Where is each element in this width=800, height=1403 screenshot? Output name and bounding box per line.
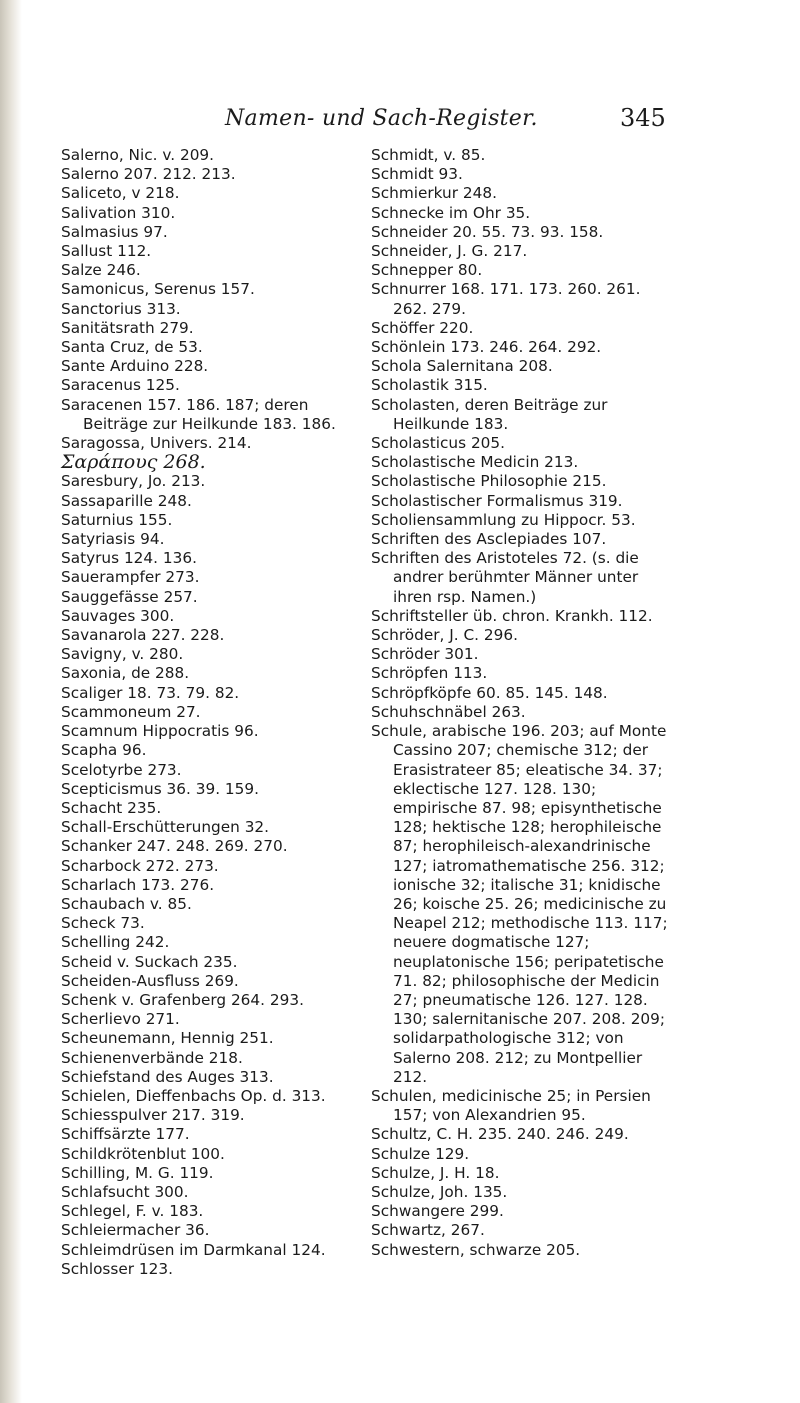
index-entry: Schall-Erschütterungen 32. [61,818,270,837]
index-column-left [61,146,357,1279]
index-entry: Scelotyrbe 273. [61,760,182,779]
index-entry: Σαράπους 268. [61,451,206,474]
index-entry: Saracenus 125. [61,376,180,395]
index-entry: Scheunemann, Hennig 251. [61,1029,274,1048]
index-entry: Sante Arduino 228. [61,357,209,376]
index-entry: Scholastik 315. [371,376,488,395]
index-entry: Sanctorius 313. [61,299,181,318]
index-entry: Schriften des Aristoteles 72. (s. die andrer berühmter Männer unter ihren rsp. Namen.) [371,549,639,606]
index-entry: Salerno 207. 212. 213. [61,165,236,184]
index-entry: Savanarola 227. 228. [61,626,225,645]
index-entry: Scapha 96. [61,741,147,760]
index-entry: Schielen, Dieffenbachs Op. d. 313. [61,1086,326,1105]
index-entry: Schmierkur 248. [371,184,497,203]
index-entry: Scholasticus 205. [371,434,506,453]
index-entry: Sauvages 300. [61,606,175,625]
index-entry: Schmidt, v. 85. [371,146,486,164]
index-entry: Saresbury, Jo. 213. [61,472,206,491]
index-entry: Scharbock 272. 273. [61,856,219,875]
index-entry: Saturnius 155. [61,510,173,529]
index-entry: Schlosser 123. [61,1259,173,1278]
index-entry: Schwartz, 267. [371,1221,485,1240]
index-entry: Schriften des Asclepiades 107. [371,530,607,549]
index-entry: Schenk v. Grafenberg 264. 293. [61,990,304,1009]
index-entry: Schacht 235. [61,798,162,817]
index-entry: Schiesspulver 217. 319. [61,1106,245,1125]
index-entry: Scheck 73. [61,914,145,933]
index-entry: Saliceto, v 218. [61,184,180,203]
index-entry: Schlegel, F. v. 183. [61,1202,204,1221]
page-header [0,104,800,136]
index-entry: Schilling, M. G. 119. [61,1163,214,1182]
index-entry: Schröpfen 113. [371,664,488,683]
index-entry: Schröder, J. C. 296. [371,626,518,645]
index-entry: Sauerampfer 273. [61,568,200,587]
index-entry: Sallust 112. [61,242,152,261]
index-entry: Schnepper 80. [371,261,483,280]
index-entry: Scholastische Medicin 213. [371,453,579,472]
index-entry: Scaliger 18. 73. 79. 82. [61,683,240,702]
index-entry: Schneider, J. G. 217. [371,242,528,261]
index-entry: Savigny, v. 280. [61,645,184,664]
index-entry: Schriftsteller üb. chron. Krankh. 112. [371,606,653,625]
index-column-right [371,146,671,1260]
index-entry: Sanitätsrath 279. [61,318,194,337]
index-entry: Satyriasis 94. [61,530,165,549]
index-entry: Schienenverbände 218. [61,1048,243,1067]
index-entry: Schönlein 173. 246. 264. 292. [371,338,602,357]
index-entry: Scherlievo 271. [61,1010,180,1029]
index-entry: Salmasius 97. [61,222,168,241]
index-entry: Schröder 301. [371,645,479,664]
index-entry: Scepticismus 36. 39. 159. [61,779,259,798]
binding-edge [0,0,22,1403]
index-entry: Scholiensammlung zu Hippocr. 53. [371,510,636,529]
index-entry: Saracenen 157. 186. 187; deren Beiträge zur Heilkunde 183. 186. [61,395,336,433]
index-entry: Scharlach 173. 276. [61,875,215,894]
page-number: 345 [620,104,666,132]
index-entry: Schöffer 220. [371,318,474,337]
index-entry: Schwestern, schwarze 205. [371,1240,581,1259]
index-entry: Scheiden-Ausfluss 269. [61,971,239,990]
index-entry: Schuhschnäbel 263. [371,702,526,721]
index-entry: Schulze, J. H. 18. [371,1163,500,1182]
index-entry: Samonicus, Serenus 157. [61,280,255,299]
index-entry: Scamnum Hippocratis 96. [61,722,259,741]
index-entry: Schulze 129. [371,1144,470,1163]
index-entry: Sauggefässe 257. [61,587,198,606]
index-entry: Scholastische Philosophie 215. [371,472,607,491]
index-entry: Saragossa, Univers. 214. [61,434,252,453]
index-entry: Schulen, medicinische 25; in Persien 157; von Alexandrien 95. [371,1086,651,1125]
running-title: Namen- und Sach-Register. [225,106,538,131]
index-entry: Schultz, C. H. 235. 240. 246. 249. [371,1125,629,1144]
index-entry: Schlafsucht 300. [61,1182,189,1201]
index-entry: Schelling 242. [61,933,170,952]
index-entry: Salivation 310. [61,203,176,222]
index-entry: Salze 246. [61,261,141,280]
index-entry: Scheid v. Suckach 235. [61,952,238,971]
index-entry: Schnecke im Ohr 35. [371,203,531,222]
index-entry: Schneider 20. 55. 73. 93. 158. [371,222,604,241]
index-entry: Saxonia, de 288. [61,664,190,683]
index-entry: Schmidt 93. [371,165,463,184]
index-entry: Salerno, Nic. v. 209. [61,146,215,164]
index-entry: Scholastischer Formalismus 319. [371,491,623,510]
index-entry: Scammoneum 27. [61,702,201,721]
index-entry: Schnurrer 168. 171. 173. 260. 261. 262. 279. [371,280,641,318]
index-entry: Santa Cruz, de 53. [61,338,203,357]
index-entry: Schola Salernitana 208. [371,357,553,376]
index-entry: Schröpfköpfe 60. 85. 145. 148. [371,683,608,702]
index-entry: Sassaparille 248. [61,491,192,510]
index-entry: Schleiermacher 36. [61,1221,210,1240]
index-entry: Schaubach v. 85. [61,894,192,913]
index-entry: Schwangere 299. [371,1202,504,1221]
index-entry: Scholasten, deren Beiträge zur Heilkunde 183. [371,395,608,433]
index-entry: Schanker 247. 248. 269. 270. [61,837,288,856]
index-entry: Schule, arabische 196. 203; auf Monte Cassino 207; chemische 312; der Erasistrateer 85; eleatische 34. 37; eklectische 127. 128. 130; empirische 87. 98; episynthetische 128; hektische 128; herophileische 87; herophileisch-alexandrinische 127; iatromathematische 256. 312; ionische 32; italische 31; knidische 26; koische 25. 26; medicinische zu Neapel 212; methodische 113. 117; neuere dogmatische 127; neuplatonische 156; peripatetische 71. 82; philosophische der Medicin 27; pneumatische 126. 127. 128. 130; salernitanische 207. 208. 209; solidarpathologische 312; von Salerno 208. 212; zu Montpellier 212. [371,722,668,1086]
index-entry: Satyrus 124. 136. [61,549,197,568]
index-entry: Schiefstand des Auges 313. [61,1067,274,1086]
index-entry: Schiffsärzte 177. [61,1125,190,1144]
index-entry: Schulze, Joh. 135. [371,1182,508,1201]
index-entry: Schildkrötenblut 100. [61,1144,225,1163]
index-entry: Schleimdrüsen im Darmkanal 124. [61,1240,326,1259]
